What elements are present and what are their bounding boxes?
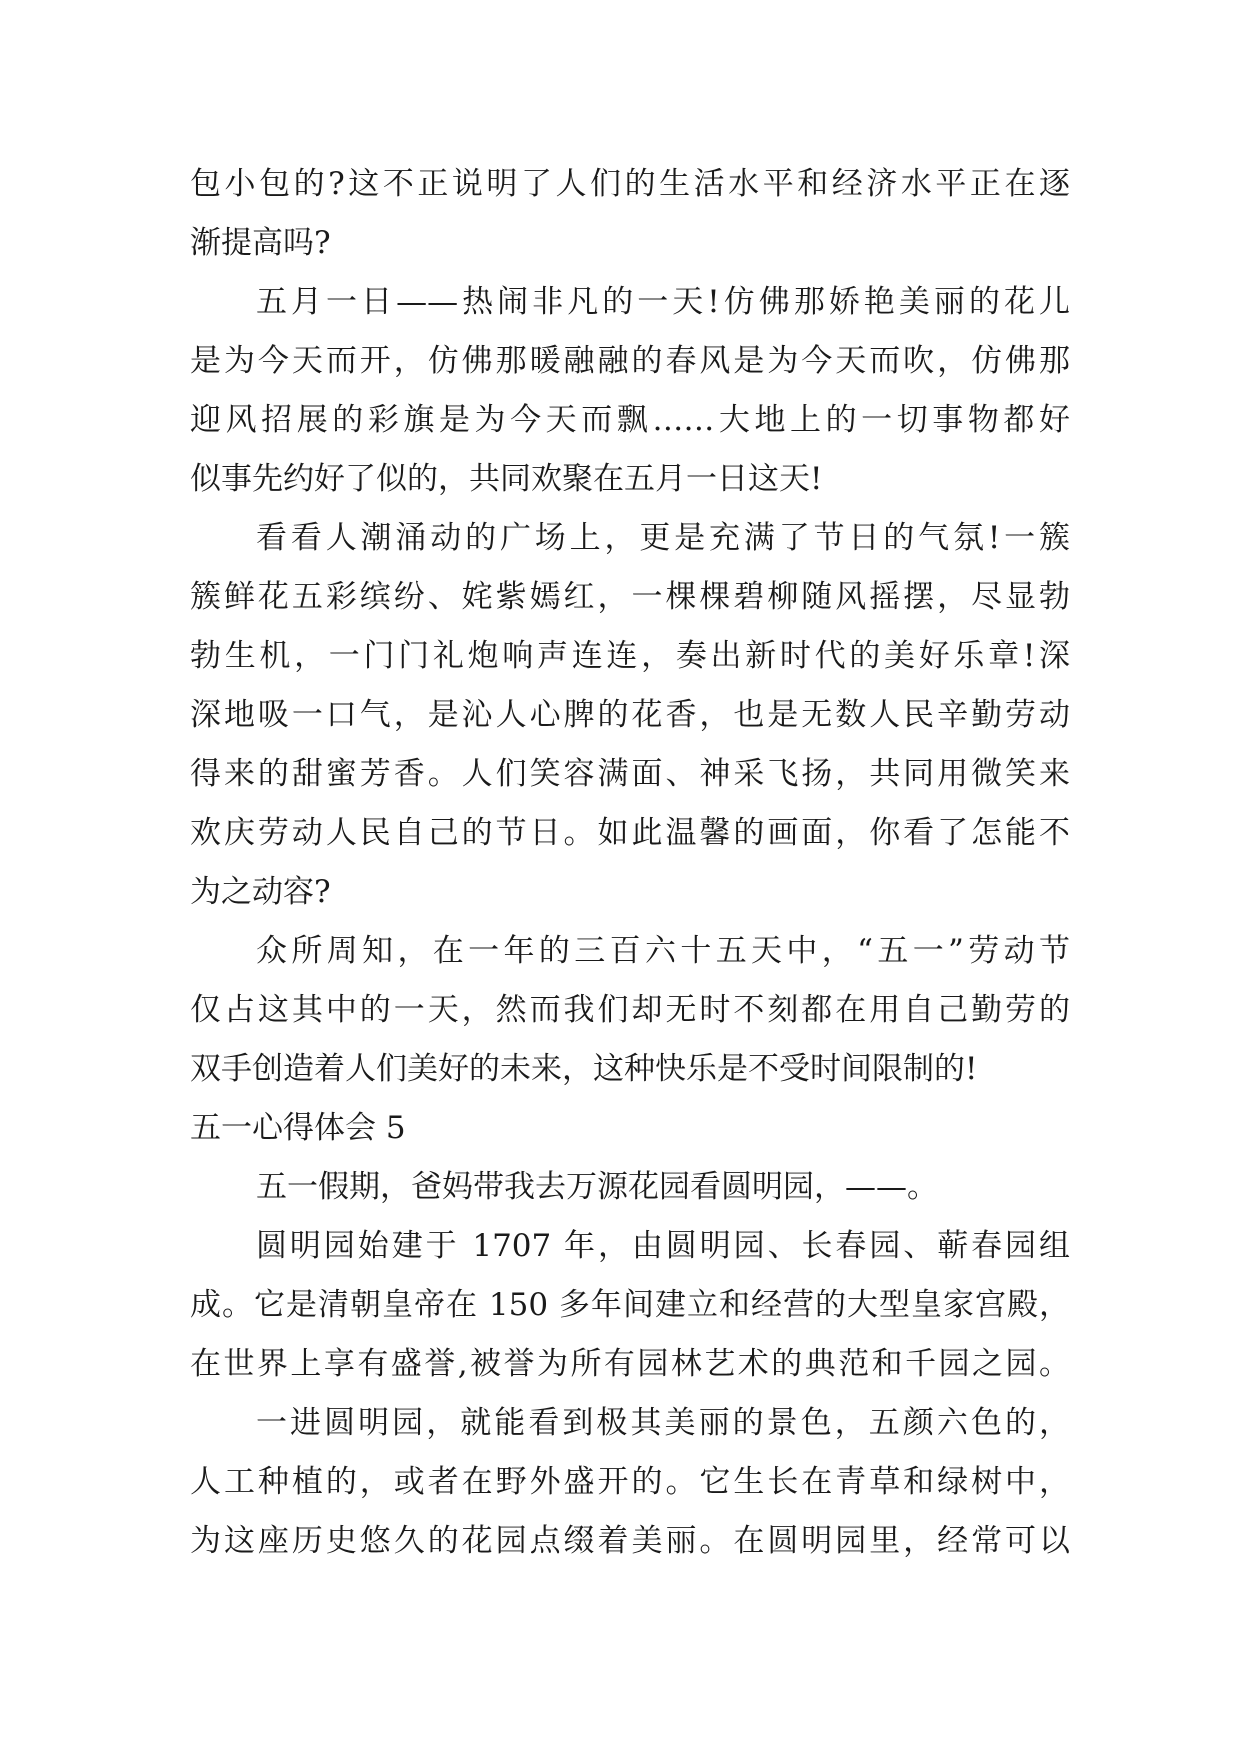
text-line: 为之动容? [190, 874, 331, 910]
text-line: 迎风招展的彩旗是为今天而飘……大地上的一切事物都好 [190, 402, 1070, 438]
text-line: 是为今天而开，仿佛那暖融融的春风是为今天而吹，仿佛那 [190, 343, 1070, 379]
text-line: 似事先约好了似的，共同欢聚在五月一日这天! [190, 461, 823, 497]
text-line: 双手创造着人们美好的未来，这种快乐是不受时间限制的! [190, 1051, 978, 1087]
text-line: 看看人潮涌动的广场上，更是充满了节日的气氛!一簇 [256, 520, 1070, 556]
text-line: 一进圆明园，就能看到极其美丽的景色，五颜六色的， [256, 1405, 1070, 1441]
text-line: 包小包的?这不正说明了人们的生活水平和经济水平正在逐 [190, 166, 1070, 202]
text-line: 深地吸一口气，是沁人心脾的花香，也是无数人民辛勤劳动 [190, 697, 1070, 733]
text-line: 人工种植的，或者在野外盛开的。它生长在青草和绿树中， [190, 1464, 1070, 1500]
text-line: 五月一日——热闹非凡的一天!仿佛那娇艳美丽的花儿 [256, 284, 1070, 320]
text-line: 成。它是清朝皇帝在 150 多年间建立和经营的大型皇家宫殿， [190, 1287, 1070, 1323]
text-line: 仅占这其中的一天，然而我们却无时不刻都在用自己勤劳的 [190, 992, 1070, 1028]
document-body [190, 155, 1070, 1571]
text-line: 欢庆劳动人民自己的节日。如此温馨的画面，你看了怎能不 [190, 815, 1070, 851]
section-heading: 五一心得体会 5 [190, 1110, 406, 1146]
text-line: 簇鲜花五彩缤纷、姹紫嫣红，一棵棵碧柳随风摇摆，尽显勃 [190, 579, 1070, 615]
text-line: 圆明园始建于 1707 年，由圆明园、长春园、蕲春园组 [256, 1228, 1070, 1264]
text-line: 勃生机，一门门礼炮响声连连，奏出新时代的美好乐章!深 [190, 638, 1070, 674]
text-line: 得来的甜蜜芳香。人们笑容满面、神采飞扬，共同用微笑来 [190, 756, 1070, 792]
text-line: 五一假期，爸妈带我去万源花园看圆明园，——。 [256, 1169, 938, 1205]
text-line: 渐提高吗? [190, 225, 331, 261]
text-line: 众所周知，在一年的三百六十五天中，“五一”劳动节 [256, 933, 1070, 969]
text-line: 为这座历史悠久的花园点缀着美丽。在圆明园里，经常可以 [190, 1523, 1070, 1559]
text-line: 在世界上享有盛誉,被誉为所有园林艺术的典范和千园之园。 [190, 1346, 1070, 1382]
